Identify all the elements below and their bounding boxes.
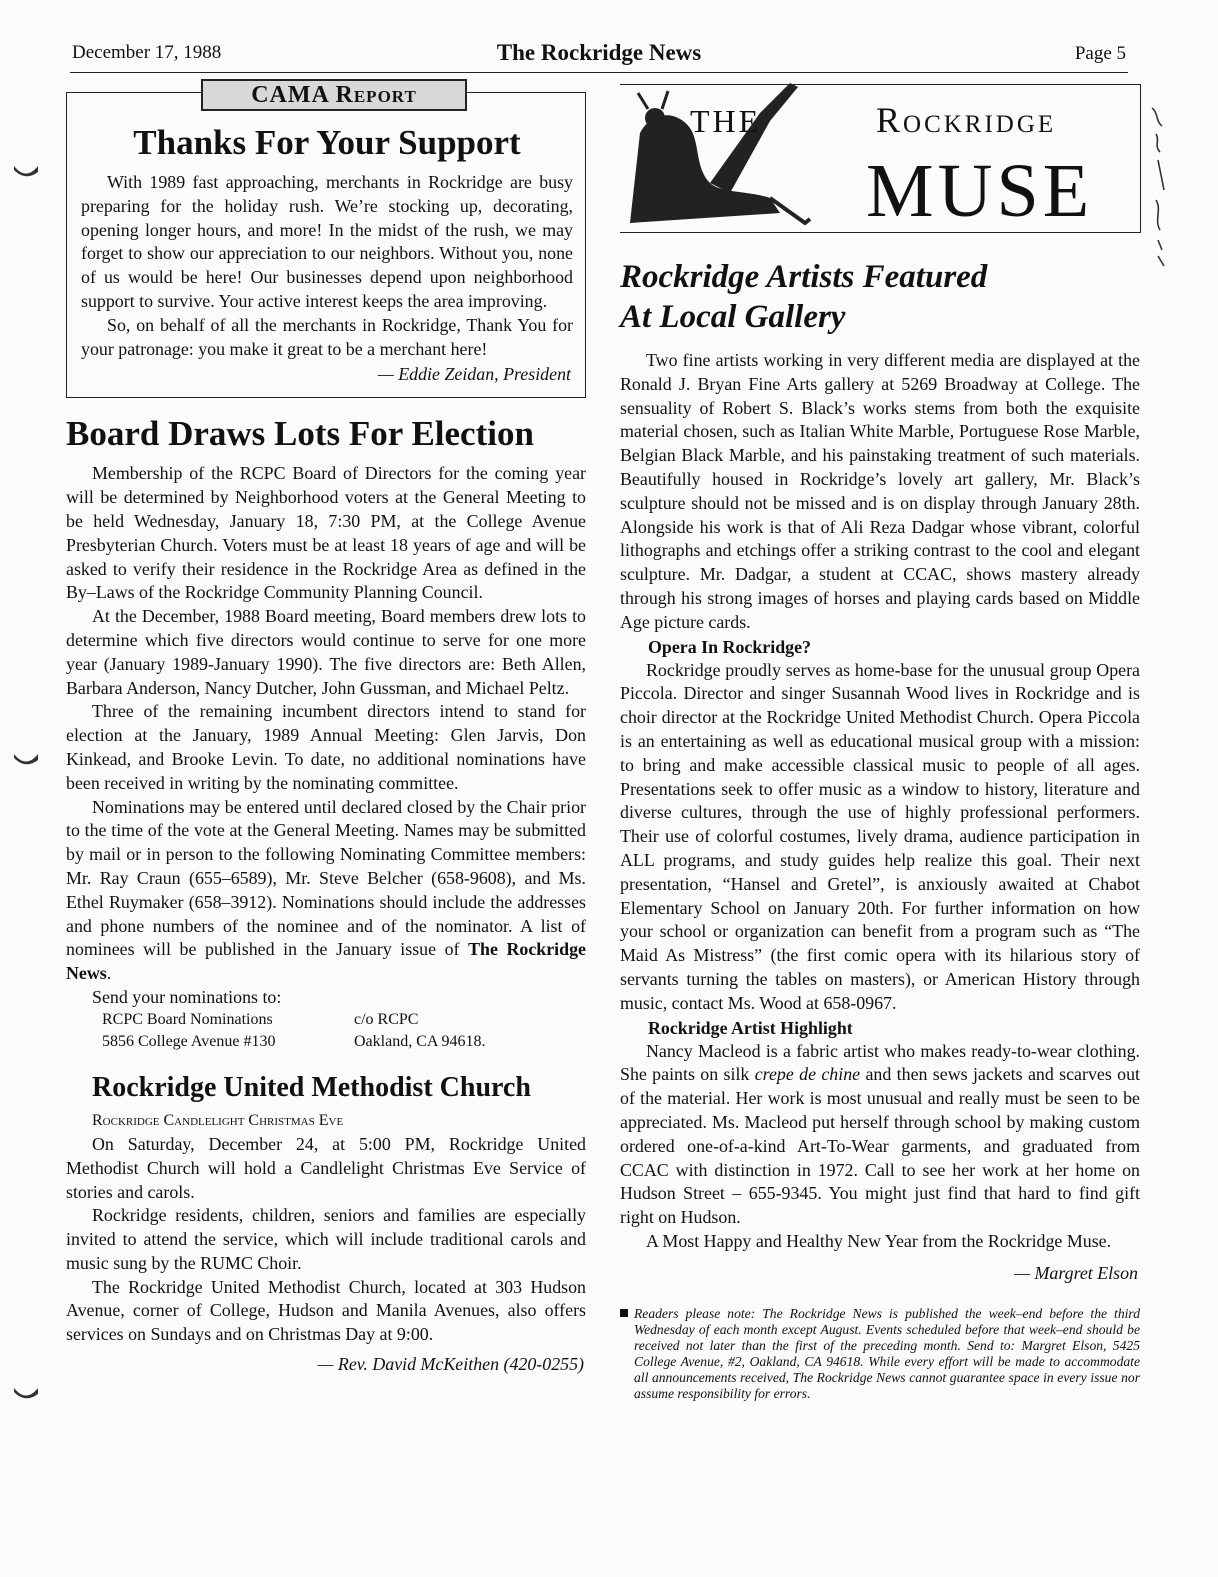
artist-subheading: Rockridge Artist Highlight	[648, 1017, 853, 1038]
muse-headline-line: Rockridge Artists Featured	[620, 259, 988, 295]
issue-date: December 17, 1988	[72, 42, 222, 63]
muse-paragraph	[620, 1040, 1140, 1230]
muse-headline-line: At Local Gallery	[620, 299, 846, 335]
muse-rockridge: Rockridge	[876, 100, 1057, 140]
board-paragraph: Three of the remaining incumbent directors intend to stand for election at the January, 1989 Annual Meeting: Glen Jarvis, Don Kinkead, and Brooke Levin. To date, no additional nominations have been received in writing by the nominating committee.	[66, 701, 586, 793]
readers-note-text: Readers please note: The Rockridge News is published the week–end before the third Wednesday of each month except August. Events scheduled before that week–end should be received not later than the first of the preceding month. Send to: Margret Elson, 5425 College Avenue, #2, Oakland, CA 94618. While every effort will be made to accommodate all announcements received, The Rockridge News cannot guarantee space in every issue nor assume responsibility for errors.	[634, 1305, 1140, 1401]
fabric-name: crepe de chine	[754, 1064, 861, 1085]
board-paragraph	[66, 796, 586, 986]
address-line: Oakland, CA 94618.	[354, 1032, 486, 1050]
muse-paragraph: A Most Happy and Healthy New Year from the Rockridge Muse.	[646, 1230, 1112, 1251]
paper-name-inline: The Rockridge News	[66, 939, 586, 984]
binder-mark-icon	[14, 752, 38, 766]
artist-text: and then sews jackets and scarves out of the material. Her work is most unusual and really must be seen to be appreciated. Ms. Macleod put herself through school by making custom ordered one-of-a-kind Art-To-Wear garments, and graduated from CCAC with distinction in 1972. Call to see her work at her home on Hudson Street – 655-9345. You might just find that hard to find gift right on Hudson.	[620, 1064, 1141, 1228]
board-p4-end: .	[106, 963, 112, 984]
cama-report-box	[66, 82, 586, 398]
cama-headline: Thanks For Your Support	[133, 123, 521, 162]
page-number: Page 5	[1074, 43, 1126, 64]
cama-paragraph: With 1989 fast approaching, merchants in Rockridge are busy preparing for the holiday rush. We’re stocking up, decorating, opening longer hours, and more! In the midst of the rush, we may forget to show our appreciation to our neighbors. Without you, none of us would be here! Our businesses depend upon neighborhood support to survive. Your active interest keeps the area improving.	[81, 172, 573, 311]
board-headline: Board Draws Lots For Election	[66, 414, 534, 454]
handwritten-margin-note	[1146, 100, 1176, 270]
address-line: RCPC Board Nominations	[102, 1010, 273, 1028]
binder-mark-icon	[14, 1386, 38, 1400]
rumc-paragraph: The Rockridge United Methodist Church, located at 303 Hudson Avenue, corner of College, Hudson and Manila Avenues, also offers services on Sundays and on Christmas Day at 9:00.	[66, 1276, 586, 1345]
cama-report-tag	[201, 79, 467, 111]
cama-paragraph: So, on behalf of all the merchants in Rockridge, Thank You for your patronage: you make it great to be a merchant here!	[81, 314, 573, 359]
board-paragraph: Membership of the RCPC Board of Directors for the coming year will be determined by Neighborhood voters at the General Meeting to be held Wednesday, January 18, 7:30 PM, at the College Avenue Presbyterian Church. Voters must be at least 18 years of age and will be asked to verify their residence in the Rockridge Area as defined in the By–Laws of the Rockridge Community Planning Council.	[66, 463, 586, 603]
muse-the: THE	[690, 103, 762, 139]
rumc-headline: Rockridge United Methodist Church	[92, 1071, 531, 1103]
left-column	[66, 84, 586, 1377]
address-line: c/o RCPC	[354, 1010, 419, 1028]
muse-paragraph: Rockridge proudly serves as home-base for the unusual group Opera Piccola. Director and singer Susannah Wood lives in Rockridge and is choir director at the Rockridge United Methodist Church. Opera Piccola is an entertaining as well as educational musical group with a mission: to bring and make accessible classical music to people of all ages. Presentations seek to offer music as a window to history, literature and diverse cultures, through the use of highly professional performers. Their use of colorful costumes, lively drama, audience participation in ALL programs, and study guides help realize this goal. Their next presentation, “Hansel and Gretel”, is anxiously awaited at Chabot Elementary School on January 20th. For further information on how your school or organization can benefit from a program such as “The Maid As Mistress” (the first comic opera with its hilarious story of servants turning the tables on masters), or American History through music, contact Ms. Wood at 658-0967.	[620, 659, 1140, 1013]
bullet-icon	[620, 1309, 628, 1317]
rumc-subheading: Rockridge Candlelight Christmas Eve	[92, 1111, 344, 1129]
opera-subheading: Opera In Rockridge?	[648, 636, 811, 657]
address-row	[102, 1031, 586, 1053]
cama-signature: — Eddie Zeidan, President	[377, 364, 571, 385]
rumc-paragraph: On Saturday, December 24, at 5:00 PM, Rockridge United Methodist Church will hold a Candlelight Christmas Eve Service of stories and carols.	[66, 1133, 586, 1202]
masthead-rule	[620, 232, 1140, 233]
binder-mark-icon	[14, 164, 38, 178]
muse-logo-word: MUSE	[866, 149, 1094, 233]
page-header	[70, 40, 1128, 73]
rumc-signature: — Rev. David McKeithen (420-0255)	[317, 1354, 584, 1375]
muse-headline	[620, 257, 1140, 337]
artist-text: Nancy Macleod is a fabric artist who makes ready-to-wear clothing. She paints on silk	[620, 1040, 1140, 1085]
newspaper-name: The Rockridge News	[496, 40, 702, 65]
muse-signature: — Margret Elson	[1014, 1262, 1138, 1283]
board-paragraph: At the December, 1988 Board meeting, Board members drew lots to determine which five directors would continue to serve for one more year (January 1989-January 1990). The five directors are: Beth Allen, Barbara Anderson, Nancy Dutcher, John Gussman, and Michael Peltz.	[66, 606, 586, 698]
rumc-paragraph: Rockridge residents, children, seniors and families are especially invited to attend the service, which will include traditional carols and music sung by the RUMC Choir.	[66, 1205, 586, 1273]
cama-tag-report: Report	[335, 82, 417, 108]
muse-illustration	[620, 73, 820, 235]
board-p4-text: Nominations may be entered until declared closed by the Chair prior to the time of the vote at the General Meeting. Names may be submitted by mail or in person to the following Nominating Committee members: Mr. Ray Craun (655–6589), Mr. Steve Belcher (658-9608), and Ms. Ethel Ruymaker (658–3912). Nominations should include the addresses and phone numbers of the nominee and of the nominator. A list of nominees will be published in the January issue of	[66, 796, 586, 960]
readers-note	[620, 1306, 1140, 1402]
cama-tag-text: CAMA	[251, 82, 336, 108]
address-row	[102, 1009, 586, 1031]
muse-masthead	[620, 84, 1141, 233]
address-line: 5856 College Avenue #130	[102, 1032, 276, 1050]
send-nominations-label: Send your nominations to:	[92, 986, 282, 1007]
nominations-address	[66, 1009, 586, 1053]
right-column	[620, 84, 1140, 1402]
muse-paragraph: Two fine artists working in very different media are displayed at the Ronald J. Bryan Fine Arts gallery at 5269 Broadway at College. The sensuality of Robert S. Black’s works stems from both the exquisite material chosen, such as Italian White Marble, Portuguese Rose Marble, Belgian Black Marble, and his painstaking treatment of such materials. Beautifully housed in Rockridge’s lovely art gallery, Mr. Black’s sculpture should not be missed and is on display through January 28th. Alongside his work is that of Ali Reza Dadgar whose vibrant, colorful lithographs and etchings offer a striking contrast to the cool and elegant sculpture. Mr. Dadgar, a student at CCAC, shows mastery already through his strong images of horses and playing cards based on Middle Age picture cards.	[620, 350, 1140, 632]
